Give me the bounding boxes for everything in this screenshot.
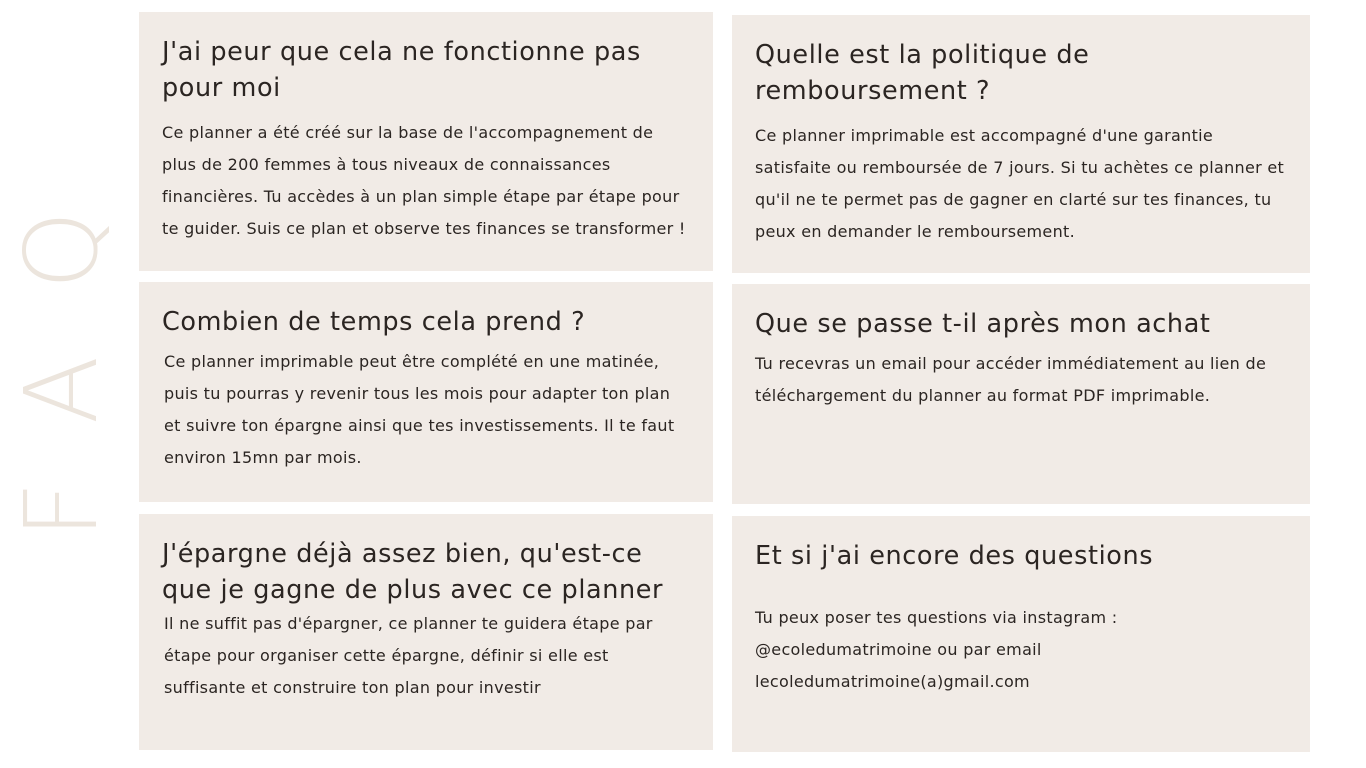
faq-card-after-purchase (732, 284, 1310, 504)
faq-question: Que se passe t-il après mon achat (755, 309, 1211, 339)
faq-answer: Ce planner imprimable peut être complété en une matinée, puis tu pourras y revenir tous les mois pour adapter ton plan et suivre ton épargne ainsi que tes investissements. Il te faut environ 15mn par mois. (164, 352, 675, 467)
faq-question: J'épargne déjà assez bien, qu'est-ce que je gagne de plus avec ce planner (162, 539, 664, 605)
faq-card-refund-policy (732, 15, 1310, 273)
faq-card-time-required (139, 282, 713, 502)
faq-card-more-questions (732, 516, 1310, 752)
faq-side-letter-a: A (3, 355, 120, 425)
faq-answer: Tu peux poser tes questions via instagram : @ecoledumatrimoine ou par email lecoledumatrimoine(a)gmail.com (755, 608, 1118, 691)
faq-question: Combien de temps cela prend ? (162, 307, 586, 337)
faq-side-letter-q: Q (3, 210, 120, 290)
faq-card-already-saving (139, 514, 713, 750)
faq-question: J'ai peur que cela ne fonctionne pas pour moi (162, 37, 641, 103)
faq-question: Quelle est la politique de remboursement ? (755, 40, 1090, 106)
faq-answer: Tu recevras un email pour accéder immédiatement au lien de téléchargement du planner au format PDF imprimable. (755, 354, 1267, 405)
faq-answer: Ce planner imprimable est accompagné d'une garantie satisfaite ou remboursée de 7 jours. Si tu achètes ce planner et qu'il ne te permet pas de gagner en clarté sur tes finances, tu peux en demander le remboursement. (755, 126, 1285, 241)
faq-card-not-working (139, 12, 713, 271)
faq-side-letter-f: F (3, 481, 120, 539)
faq-question: Et si j'ai encore des questions (755, 541, 1154, 571)
faq-answer: Ce planner a été créé sur la base de l'accompagnement de plus de 200 femmes à tous niveaux de connaissances financières. Tu accèdes à un plan simple étape par étape pour te guider. Suis ce plan et observe tes finances se transformer ! (162, 123, 686, 238)
faq-answer: Il ne suffit pas d'épargner, ce planner te guidera étape par étape pour organiser cette épargne, définir si elle est suffisante et construire ton plan pour investir (164, 614, 653, 697)
